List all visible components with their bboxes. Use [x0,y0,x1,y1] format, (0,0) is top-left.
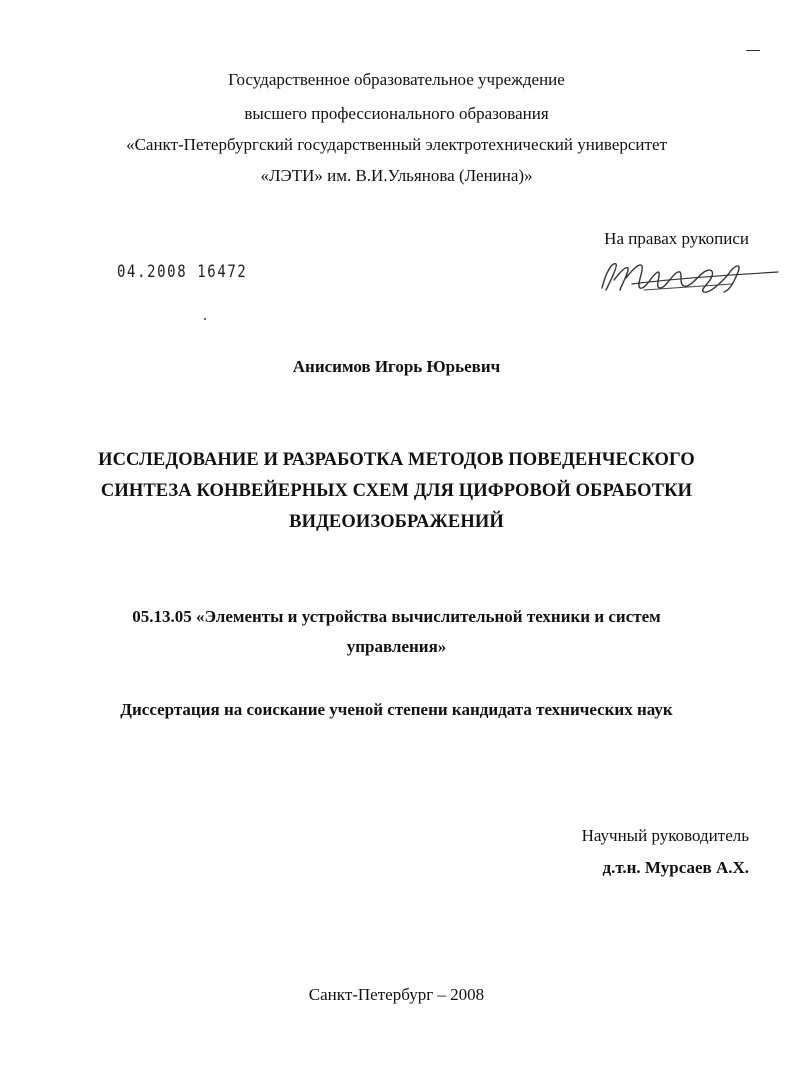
scan-mark [746,50,760,51]
dissertation-title-line-2: СИНТЕЗА КОНВЕЙЕРНЫХ СХЕМ ДЛЯ ЦИФРОВОЙ ОБРАБОТКИ [100,481,693,501]
specialty-line-1: 05.13.05 «Элементы и устройства вычислительной техники и систем [132,607,661,626]
city-year: Санкт-Петербург – 2008 [308,985,485,1004]
specialty-line-2: управления» [346,637,447,656]
supervisor-label: Научный руководитель [581,826,749,845]
signature-icon [592,250,782,300]
degree-statement: Диссертация на соискание ученой степени кандидата технических наук [120,700,673,719]
supervisor-name: д.т.н. Мурсаев А.Х. [602,858,749,877]
rights-note: На правах рукописи [604,229,749,248]
institution-line-3: «Санкт-Петербургский государственный электротехнический университет [126,135,667,154]
institution-line-4: «ЛЭТИ» им. В.И.Ульянова (Ленина)» [260,166,533,185]
institution-line-2: высшего профессионального образования [244,104,549,123]
dissertation-title-line-1: ИССЛЕДОВАНИЕ И РАЗРАБОТКА МЕТОДОВ ПОВЕДЕНЧЕСКОГО [98,450,695,470]
institution-line-1: Государственное образовательное учреждение [228,70,565,89]
library-stamp-number: 04.2008 16472 [117,262,248,282]
author-name: Анисимов Игорь Юрьевич [292,357,501,376]
scan-speck [204,318,206,320]
dissertation-title-line-3: ВИДЕОИЗОБРАЖЕНИЙ [289,512,504,532]
